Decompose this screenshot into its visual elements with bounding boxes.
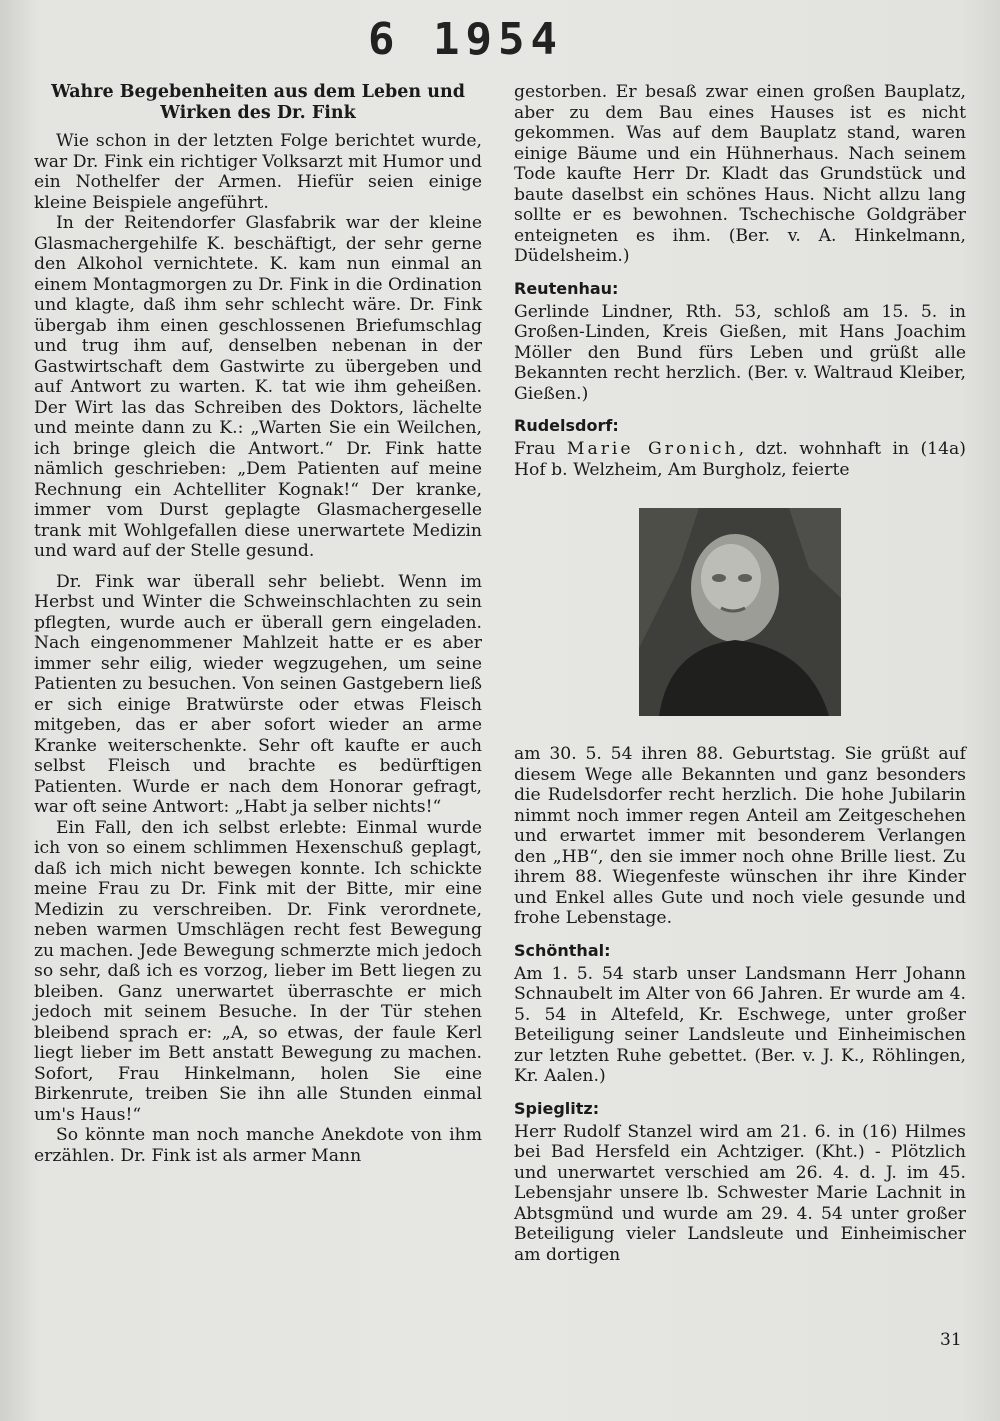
section-heading-rudelsdorf: Rudelsdorf: xyxy=(514,416,619,435)
portrait-photo xyxy=(639,508,841,716)
article-paragraph: In der Reitendorfer Glasfabrik war der kleine Glasmachergehilfe K. beschäftigt, der sehr gerne den Alkohol vernichtete. K. kam nun einmal an einem Montagmorgen zu Dr. Fink in die Ordination und klagte, daß ihm sehr schlecht wäre. Dr. Fink übergab ihm einen geschlossenen Briefumschlag und trug ihm auf, denselben nebenan in der Gastwirtschaft dem Gastwirte zu übergeben und auf Antwort zu warten. K. tat wie ihm geheißen. Der Wirt las das Schreiben des Doktors, lächelte und meinte dann zu K.: „Warten Sie ein Weilchen, ich bringe gleich die Antwort.“ Dr. Fink hatte nämlich geschrieben: „Dem Patienten auf meine Rechnung ein Achtelliter Kognak!“ Der kranke, immer vom Durst geplagte Glasmachergeselle trank mit Wohlgefallen diese unerwartete Medizin und ward auf der Stelle gesund. xyxy=(34,213,482,561)
article-paragraph: Wie schon in der letzten Folge berichtet wurde, war Dr. Fink ein richtiger Volksarzt mit Humor und ein Nothelfer der Armen. Hiefür seien einige kleine Beispiele angeführt. xyxy=(34,131,482,213)
rudelsdorf-intro xyxy=(514,439,966,480)
section-heading-spieglitz: Spieglitz: xyxy=(514,1098,600,1118)
reutenhau-text: Gerlinde Lindner, Rth. 53, schloß am 15. 5. in Großen-Linden, Kreis Gießen, mit Hans Joachim Möller den Bund fürs Leben und grüßt alle Bekannten recht herzlich. (Ber. v. Waltraud Kleiber, Gießen.) xyxy=(514,301,966,404)
rudelsdorf-prefix: Frau xyxy=(514,439,567,459)
left-column xyxy=(34,82,482,1166)
article-title xyxy=(34,82,482,123)
section-heading-reutenhau: Reutenhau: xyxy=(514,278,619,298)
portrait-photo-wrap xyxy=(514,492,966,732)
article-continuation: gestorben. Er besaß zwar einen großen Bauplatz, aber zu dem Bau eines Hauses ist es nicht gekommen. Was auf dem Bauplatz stand, waren einige Bäume und ein Hühnerhaus. Nach seinem Tode kaufte Herr Dr. Kladt das Grundstück und baute daselbst ein schönes Haus. Nicht allzu lang sollte er es bewohnen. Tschechische Goldgräber enteigneten es ihm. (Ber. v. A. Hinkelmann, Düdelsheim.) xyxy=(514,82,966,266)
article-title-line1: Wahre Begebenheiten aus dem Leben und xyxy=(51,82,465,102)
article-paragraph: Ein Fall, den ich selbst erlebte: Einmal wurde ich von so einem schlimmen Hexenschuß geplagt, daß ich mich nicht bewegen konnte. Ich schickte meine Frau zu Dr. Fink mit der Bitte, mir eine Medizin zu verschreiben. Dr. Fink verordnete, neben warmen Umschlägen recht fest Bewegung zu machen. Jede Bewegung schmerzte mich jedoch so sehr, daß ich es vorzog, lieber im Bett liegen zu bleiben. Ganz unerwartet überraschte er mich jedoch mit seinem Besuche. In der Tür stehen bleibend sprach er: „A, so etwas, der faule Kerl liegt lieber im Bett anstatt Bewegung zu machen. Sofort, Frau Hinkelmann, holen Sie eine Birkenrute, treiben Sie ihn alle Stunden einmal um's Haus!“ xyxy=(34,817,482,1125)
article-paragraph: Dr. Fink war überall sehr beliebt. Wenn im Herbst und Winter die Schweinschlachten zu sein pflegten, wurde auch er überall gern eingeladen. Nach eingenommener Mahlzeit hatte er es aber immer sehr eilig, wieder wegzugehen, um seine Patienten zu besuchen. Von seinen Gastgebern ließ er sich einige Bratwürste oder etwas Fleisch mitgeben, das er aber sofort wieder an arme Kranke weiterschenkte. Sehr oft kaufte er auch selbst Fleisch und brachte es bedürftigen Patienten. Wurde er nach dem Honorar gefragt, war oft seine Antwort: „Habt ja selber nichts!“ xyxy=(34,571,482,817)
article-paragraph: So könnte man noch manche Anekdote von ihm erzählen. Dr. Fink ist als armer Mann xyxy=(34,1125,482,1166)
right-column xyxy=(514,82,966,1265)
spieglitz-text: Herr Rudolf Stanzel wird am 21. 6. in (16) Hilmes bei Bad Hersfeld ein Achtziger. (Kht.) - Plötzlich und unerwartet verschied am 26. 4. d. J. im 45. Lebensjahr unsere lb. Schwester Marie Lachnit in Abtsgmünd und wurde am 29. 4. 54 unter großer Beteiligung vieler Landsleute und Einheimischer am dortigen xyxy=(514,1121,966,1265)
article-title-line2: Wirken des Dr. Fink xyxy=(160,102,356,123)
page-number: 31 xyxy=(940,1330,962,1350)
jubilarian-name: Marie Gronich xyxy=(566,439,739,459)
rudelsdorf-text-2: am 30. 5. 54 ihren 88. Geburtstag. Sie grüßt auf diesem Wege alle Bekannten und ganz besonders die Rudelsdorfer recht herzlich. Die hohe Jubilarin nimmt noch immer regen Anteil am Zeitgeschehen und erwartet immer mit besonderem Verlangen den „HB“, den sie immer noch ohne Brille liest. Zu ihrem 88. Wiegenfeste wünschen ihr ihre Kinder und Enkel alles Gute und noch viele gesunde und frohe Lebenstage. xyxy=(514,744,966,928)
section-heading-schoenthal: Schönthal: xyxy=(514,940,611,960)
portrait-illustration xyxy=(639,508,841,716)
rudelsdorf-text-1: , dzt. wohnhaft in (14a) Hof b. Welzheim, Am Burgholz, feierte xyxy=(514,439,967,480)
schoenthal-text: Am 1. 5. 54 starb unser Landsmann Herr Johann Schnaubelt im Alter von 66 Jahren. Er wurde am 4. 5. 54 in Altefeld, Kr. Eschwege, unter großer Beteiligung seiner Landsleute und Einheimischen zur letzten Ruhe gebettet. (Ber. v. J. K., Röhlingen, Kr. Aalen.) xyxy=(514,963,966,1086)
issue-stamp: 6 1954 xyxy=(368,14,563,65)
